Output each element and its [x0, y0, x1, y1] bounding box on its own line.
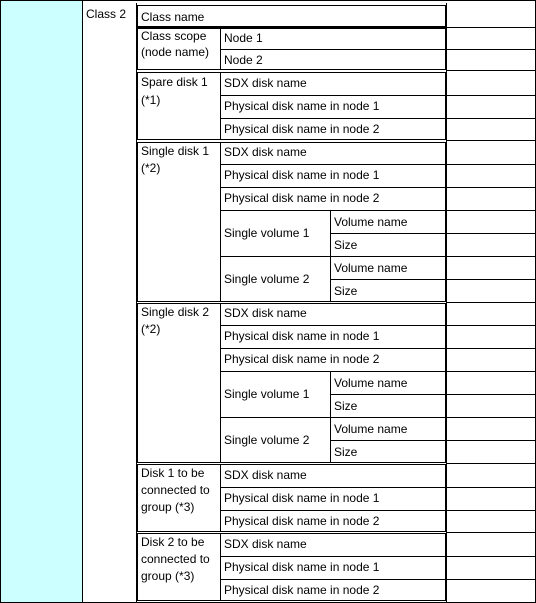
d2g-physical-node-1: Physical disk name in node 1 — [224, 560, 380, 574]
disk-2-group-label-3: group (*3) — [141, 569, 195, 583]
node-2-label: Node 2 — [224, 53, 263, 67]
sd1-v1-volume-name: Volume name — [334, 215, 408, 229]
spare-sdx-disk-name: SDX disk name — [224, 76, 307, 90]
sd2-volume-2-label: Single volume 2 — [224, 433, 310, 447]
d1g-physical-node-2: Physical disk name in node 2 — [224, 514, 380, 528]
disk-2-group-label-2: connected to — [141, 552, 210, 566]
single-disk-2-label-1: Single disk 2 — [141, 305, 210, 319]
sd1-v2-volume-name: Volume name — [334, 261, 408, 275]
sd2-physical-node-2: Physical disk name in node 2 — [224, 352, 380, 366]
single-disk-1-label-1: Single disk 1 — [141, 144, 210, 158]
sd2-v1-size: Size — [334, 399, 358, 413]
sd1-volume-1-label: Single volume 1 — [224, 226, 310, 240]
sd1-sdx-disk-name: SDX disk name — [224, 145, 307, 159]
sd1-physical-node-1: Physical disk name in node 1 — [224, 168, 380, 182]
node-1-label: Node 1 — [224, 31, 263, 45]
sd2-volume-1-label: Single volume 1 — [224, 387, 310, 401]
class-scope-label-2: (node name) — [141, 45, 210, 59]
disk-2-group-label-1: Disk 2 to be — [141, 535, 205, 549]
disk-1-group-label-2: connected to — [141, 483, 210, 497]
disk-1-group-label-1: Disk 1 to be — [141, 466, 205, 480]
d1g-sdx-disk-name: SDX disk name — [224, 468, 307, 482]
spare-disk-label-2: (*1) — [141, 93, 161, 107]
d2g-physical-node-2: Physical disk name in node 2 — [224, 583, 380, 597]
d2g-sdx-disk-name: SDX disk name — [224, 537, 307, 551]
d1g-physical-node-1: Physical disk name in node 1 — [224, 491, 380, 505]
disk-1-group-label-3: group (*3) — [141, 500, 195, 514]
sd1-physical-node-2: Physical disk name in node 2 — [224, 191, 380, 205]
class-label: Class 2 — [86, 7, 127, 21]
sd1-v2-size: Size — [334, 284, 358, 298]
sd2-v2-size: Size — [334, 445, 358, 459]
single-disk-1-label-2: (*2) — [141, 161, 161, 175]
sd2-sdx-disk-name: SDX disk name — [224, 306, 307, 320]
sd2-v1-volume-name: Volume name — [334, 376, 408, 390]
sd1-volume-2-label: Single volume 2 — [224, 272, 310, 286]
sd2-v2-volume-name: Volume name — [334, 422, 408, 436]
spare-physical-node-1: Physical disk name in node 1 — [224, 99, 380, 113]
sd1-v1-size: Size — [334, 238, 358, 252]
class-name-label: Class name — [141, 10, 205, 24]
class-scope-label-1: Class scope — [141, 29, 207, 43]
single-disk-2-label-2: (*2) — [141, 322, 161, 336]
sd2-physical-node-1: Physical disk name in node 1 — [224, 329, 380, 343]
spare-physical-node-2: Physical disk name in node 2 — [224, 122, 380, 136]
spare-disk-label-1: Spare disk 1 — [141, 75, 208, 89]
